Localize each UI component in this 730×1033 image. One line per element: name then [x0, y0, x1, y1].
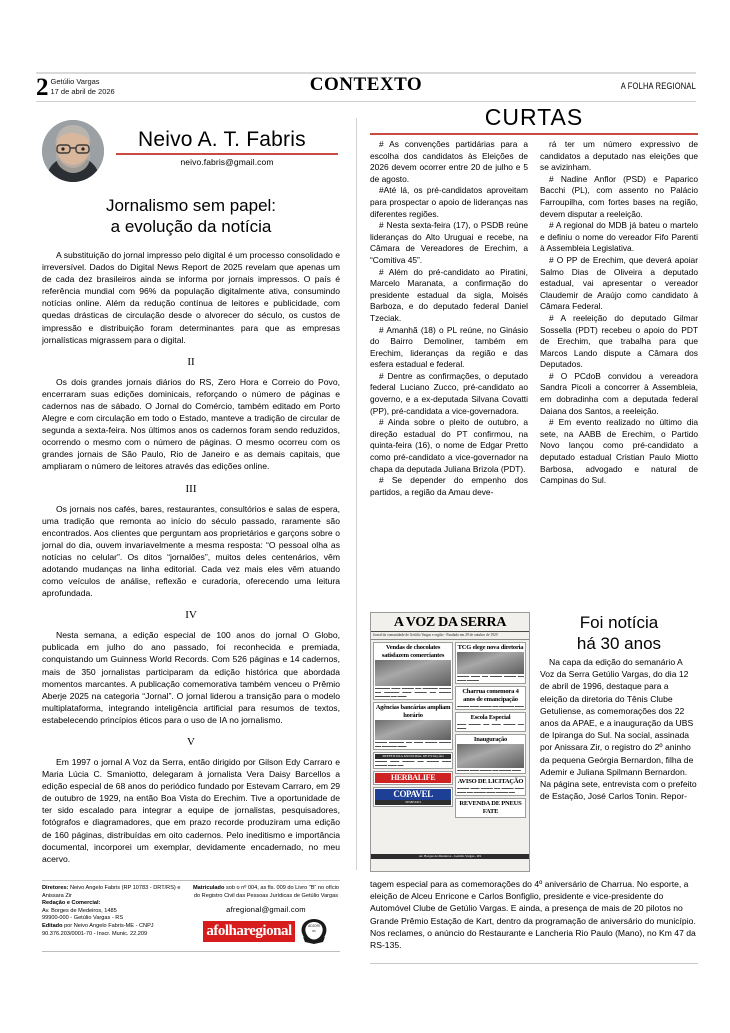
curtas-item: # Ainda sobre o pleito de outubro, a direção estadual do PT confirmou, na quinta-feira (16), o nome de Edgar Pretto como pré-candidato a vice-governador na chapa da deputada Juliana Brizola (PDT).: [370, 417, 528, 474]
colophon-registry-label: Matriculado: [192, 885, 225, 891]
article-paragraph: A substituição do jornal impresso pelo digital é um processo consolidado e irreversível. Dados do Digital News Report de 2025 revelam que apenas um de cada dez brasileiros ainda se informa por jornais impressos. O país é referência mundial com 96% da população digitalmente ativa, consumindo notícias online. Além da redução contínua de leitores e publicidade, com quedas drásticas de circulação desde o alvorecer do século, os custos de impressão e distribuição foram determinantes para que as empresas jornalísticas migrassem para o digital.: [42, 250, 340, 345]
colophon-imprint: [42, 885, 192, 951]
colophon-email: afregional@gmail.com: [226, 905, 306, 915]
colophon-editor-label: Editado: [42, 922, 63, 929]
author-email: neivo.fabris@gmail.com: [180, 156, 274, 167]
clipping-block-c-title: PREFEITURA MUNICIPAL DE ESTAÇÃO: [375, 754, 451, 759]
article-paragraph: Em 1997 o jornal A Voz da Serra, então dirigido por Gilson Edy Carraro e Maria Lúcia C. Smaniotto, delegaram à jornalista Vera Daisy Barcellos a edição especial de 68 anos do periódico fundado por Estevam Carraro, em 29 de outubro de 1929, na então Boa Vista do Erechim. Tive a oportunidade de ter sido escalado para integrar a equipe de jornalistas, pesquisadores, fotógrafos e diagramadores, que em prazo recorde produziram uma edição de 160 páginas, distribuídas em oito cadernos. Pelo ineditismo e importância documental, incorporei um exemplar, devidamente encadernado, no meu acervo.: [42, 757, 340, 864]
article-body: [42, 249, 340, 865]
curtas-item: #Até lá, os pré-candidatos aproveitam para prospectar o apoio de lideranças nas diferentes regiões.: [370, 185, 528, 219]
foi-noticia-title-line-2: há 30 anos: [576, 634, 662, 653]
foi-noticia-paragraph: Na capa da edição do semanário A Voz da Serra Getúlio Vargas, do dia 12 de abril de 1996, destaque para a eleição da diretoria do Tênis Clube Getuliense, as comemorações dos 22 anos da APAE, e a inauguração da UBS de Ipiranga do Sul. Na social, assinada por Anissara Zir, o registro do 2º aninho da pequena Geórgia Bernardon, filha de Ademir e Juliana Spilmann Bernardon. Na página sete, entrevista com o prefeito de Estação, José Carlos Tonin. Repor-: [540, 657, 697, 802]
colophon-registry: [192, 885, 340, 951]
curtas-column-right: [540, 139, 698, 487]
colophon-cnpj: 90.376.203/0001-70 - Inscr. Munic. 22.209: [42, 930, 148, 937]
colophon-editor-text: por Neivo Angelo Fabris-ME - CNPJ: [62, 922, 154, 929]
colophon-editor: [42, 923, 192, 931]
headline-line-1: Jornalismo sem papel:: [105, 196, 277, 215]
colophon-registry-text: [192, 885, 340, 900]
clipping-masthead: A VOZ DA SERRA: [371, 613, 529, 632]
clipping-ad-tires: [455, 798, 526, 818]
paper-logo-part1: afolha: [206, 922, 244, 939]
curtas-item: # O PCdoB convidou a vereadora Sandra Picoli a concorrer à Assembleia, em dobradinha com a deputada federal Daiana dos Santos, a reeleição.: [540, 370, 698, 416]
clipping-block-b-title: Charrua comemora 4 anos de emancipação: [462, 688, 519, 703]
clipping-inauguration-story: [455, 734, 526, 774]
clipping-text-lines: ▬▬▬▬▬ ▬▬▬ ▬▬▬▬ ▬▬ ▬▬▬▬▬ ▬▬▬▬ ▬▬ ▬▬▬▬▬ ▬▬▬ ▬▬▬▬ ▬▬ ▬▬▬▬ ▬▬▬▬▬ ▬▬ ▬▬▬: [375, 686, 452, 698]
author-byline: [42, 120, 340, 186]
curtas-item: # Dentre as confirmações, o deputado federal Luciano Zucco, pré-candidato ao governo, e a ex-deputada Silvana Covatti (PP), pré-candidata a vice-governadora.: [370, 370, 528, 416]
colophon-directors-label: Diretores:: [42, 885, 69, 891]
column-divider: [356, 118, 357, 870]
folio-date: 17 de abril de 2026: [50, 87, 115, 96]
section-numeral: IV: [185, 609, 197, 622]
section-title: CONTEXTO: [309, 74, 423, 95]
clipping-block-a-title: Agências bancárias ampliam horário: [375, 704, 451, 719]
paper-logo-part2: regional: [243, 922, 292, 939]
curtas-item: # Nadine Anflor (PSD) e Paparico Bacchi (PL), com assento no Palácio Farroupilha, com fortes bases na região, devem disputar a reeleição.: [540, 173, 698, 219]
archive-front-page-clipping: [370, 612, 530, 872]
clipping-column-a: [373, 642, 453, 852]
clipping-footer-bar: Av. Borges de Medeiros - Getúlio Vargas - RS: [371, 854, 529, 859]
clipping-ad-blue-label: COPAVEL: [375, 789, 451, 800]
colophon-registry-body: sob o nº 004, as fls. 009 do Livro “B” no ofício do Registro Civil das Pessoas Jurídicas de Getúlio Vargas: [193, 885, 339, 899]
svg-text:RS: RS: [311, 930, 316, 934]
curtas-item: # A reeleição do deputado Gilmar Sossella (PDT) recebeu o apoio do PDT de Erechim, que trabalha para que Marcos Lando dispute a Câmara dos Deputados.: [540, 312, 698, 370]
clipping-tcg-story: [455, 642, 526, 684]
clipping-text-lines: ▬▬▬▬ ▬▬▬ ▬▬ ▬▬▬▬ ▬▬▬▬ ▬▬ ▬▬▬ ▬▬▬▬: [457, 674, 524, 682]
author-name: Neivo A. T. Fabris: [138, 128, 306, 151]
foi-noticia-title-line-1: Foi notícia: [579, 613, 659, 632]
clipping-school-story: [455, 712, 526, 732]
byline-text: [116, 128, 338, 167]
colophon-newsroom-label: [42, 900, 192, 908]
article-paragraph: Nesta semana, a edição especial de 100 anos do jornal O Globo, publicada em julho do ano passado, foi reconhecida e premiada, conquistando um Guinness World Records. Com 526 páginas e 14 cadernos, mais de 350 jornalistas participaram da edição histórica que abordada momentos marcantes. A publicação comemorativa também venceu o Prêmio Aberje 2025 na categoria “Jornal”. O jornal liderou a transição para o modelo multiplataforma, integrando inteligência artificial para resumos de textos, estabelecendo princípios éticos para o uso de IA no jornalismo.: [42, 630, 340, 725]
clipping-column-b: [455, 642, 526, 852]
clipping-ad-red-label: HERBALIFE: [375, 773, 451, 783]
clipping-photo: [457, 744, 524, 768]
paper-name: A FOLHA REGIONAL: [620, 80, 696, 92]
clipping-photo: [375, 720, 451, 740]
curtas-column-left: [370, 139, 528, 498]
clipping-grid: [371, 640, 529, 854]
clipping-block-e-title: Inauguração: [473, 736, 508, 743]
page-number: 2: [36, 74, 48, 101]
curtas-item: # O PP de Erechim, que deverá apoiar Salmo Dias de Oliveira a deputado estadual, vai apresentar o vereador Claudemir de Araújo como candidato à Câmara Federal.: [540, 254, 698, 312]
article-paragraph: Os dois grandes jornais diários do RS, Zero Hora e Correio do Povo, encerraram suas edições dominicais, reforçando o número de páginas e cadernos nas de sábado. O Jornal do Comércio, também editado em Porto Alegre e com circulação em todo o Estado, manteve a tradição de circular de segunda a sexta-feira. Nos últimos anos os cadernos foram sendo reduzidos, ocorrendo o mesmo com o número de páginas. O mesmo ocorreu com os grandes jornais de São Paulo, Rio de Janeiro e as demais capitais, que ampliaram o número de leitores através das edições online.: [42, 376, 340, 472]
curtas-title: CURTAS: [484, 104, 584, 130]
colophon: [42, 880, 340, 952]
article-paragraph: Os jornais nos cafés, bares, restaurantes, consultórios e salas de espera, uma tradição que remonta ao início do século passado, raramente são encontrados. Aos clientes que perguntam aos proprietários e garçons sobre o jornal do dia, ouvem invariavelmente a mesma resposta: “O pessoal olha as notícias no celular”. Os ditos “jornalões”, muitos deles centenários, vêm adotando mudanças na linha editorial. Cada vez mais eles vêm atuando como veículos de análise, reflexão e curadoria, oferecendo uma leitura aprofundada.: [42, 503, 340, 599]
clipping-notice-title: AVISO DE LICITAÇÃO: [457, 778, 524, 785]
colophon-directors-text: Neivo Angelo Fabris (RP 10783 - DRT/RS) e Anissara Zir: [42, 885, 181, 899]
page-bottom-rule: [370, 963, 698, 964]
association-seal-icon: [299, 918, 329, 944]
clipping-photo: [375, 660, 451, 686]
curtas-item: # Amanhã (18) o PL reúne, no Ginásio do Bairro Demoliner, também em Erechim, lideranças da região e das esfera estadual e federal.: [370, 324, 528, 370]
curtas-item: # A regional do MDB já bateu o martelo e definiu o nome do vereador Fifo Parenti à Assembleia Legislativa.: [540, 220, 698, 254]
curtas-item: # Se depender do empenho dos partidos, a região da Amau deve-: [370, 475, 528, 497]
clipping-text-lines: ▬▬▬▬ ▬▬▬ ▬▬▬▬ ▬▬ ▬▬▬▬ ▬▬▬: [457, 768, 521, 772]
colophon-address-1: Av. Borges de Medeiros, 1485: [42, 907, 117, 914]
foi-noticia-paragraph: tagem especial para as comemorações do 4º aniversário de Charrua. No esporte, a eleição de Alceu Enricone e Carlos Bonfiglio, presidente e vice-presidente do Automóvel Clube de Getúlio Vargas. E ainda, a presença de mais de 20 pilotos no Grande Prêmio Estação de Kart, dentro da programação de aniversário do município. Nos reclames, o anúncio do Restaurante e Lancheria Rio Paulo (Mano), no Km 47 da RS-135.: [370, 879, 696, 951]
clipping-headline-right: TCG elege nova diretoria: [457, 644, 524, 651]
clipping-text-lines: ▬▬▬ ▬▬▬▬ ▬▬ ▬▬▬ ▬▬▬▬ ▬▬ ▬▬▬: [457, 722, 524, 730]
clipping-text-lines: ▬▬▬▬ ▬▬▬ ▬▬▬▬ ▬▬ ▬▬▬▬ ▬▬▬ ▬▬▬▬ ▬▬▬ ▬▬: [375, 759, 452, 767]
folio-city: Getúlio Vargas: [50, 77, 100, 86]
curtas-item: # Nesta sexta-feira (17), o PSDB reúne lideranças do Alto Uruguai e recebe, na Câmara de Vereadores de Erechim, a “Comitiva 45”.: [370, 220, 528, 265]
colophon-logo-row: [192, 918, 340, 944]
headline-line-2: a evolução da notícia: [110, 217, 272, 236]
clipping-photo: [457, 652, 524, 674]
masthead-rule-bottom: [36, 101, 696, 102]
clipping-ad-bottom-label: SEMEATO: [375, 800, 451, 805]
article-headline: [42, 195, 340, 237]
clipping-ad-side1: REVENDA DE PNEUS: [459, 800, 522, 807]
clipping-block-d-title: Escola Especial: [470, 714, 511, 721]
curtas-item: rá ter um número expressivo de candidatos a deputado nas eleições que se avizinham.: [540, 139, 698, 173]
opinion-column: [42, 120, 340, 865]
clipping-headline-left: Vendas de chocolates satisfazem comerciantes: [381, 644, 445, 659]
clipping-ad-herbalife: [373, 771, 453, 785]
clipping-ad-copavel: [373, 787, 453, 807]
section-numeral: II: [187, 355, 195, 368]
clipping-secondary-story: [373, 702, 453, 750]
clipping-tender-notice: [455, 776, 526, 796]
page-masthead: [36, 72, 696, 102]
clipping-charrua-story: [455, 686, 526, 710]
author-accent-rule: [116, 153, 338, 155]
curtas-accent-rule: [370, 133, 698, 135]
clipping-text-lines: ▬▬▬▬ ▬▬▬ ▬▬▬▬ ▬▬ ▬▬▬▬▬ ▬▬▬: [457, 704, 524, 708]
colophon-address-2: 99900-000 - Getúlio Vargas - RS: [42, 915, 124, 922]
colophon-directors: [42, 885, 192, 900]
foi-noticia-body-bottom: [370, 878, 698, 951]
section-numeral: III: [185, 482, 197, 495]
avatar: [42, 120, 104, 182]
colophon-newsroom-label-text: Redação e Comercial:: [42, 900, 101, 907]
foi-noticia-title: [540, 612, 698, 654]
foi-noticia-body-top: [540, 656, 698, 802]
clipping-municipal-notice: [373, 752, 453, 769]
clipping-lead-story: [373, 642, 453, 700]
section-numeral: V: [187, 736, 195, 748]
curtas-item: # Além do pré-candidato ao Piratini, Marcelo Maranata, a confirmação do presidente estadual da sigla, Moisés Barboza, e do deputado federal Daniel Tzeciak.: [370, 266, 528, 323]
clipping-subhead: Jornal da comunidade de Getúlio Vargas e região - Fundado em 29 de outubro de 1929: [371, 632, 529, 640]
clipping-ad-side2: FATE: [482, 808, 499, 815]
author-portrait-icon: [42, 120, 104, 182]
clipping-text-lines: ▬▬▬▬ ▬▬▬ ▬▬▬▬ ▬▬ ▬▬▬▬ ▬▬▬ ▬▬▬ ▬▬ ▬▬▬▬ ▬▬▬ ▬▬▬▬ ▬▬: [457, 786, 524, 794]
svg-text:ADJORI: ADJORI: [307, 924, 320, 929]
paper-logo: [203, 921, 294, 942]
clipping-text-lines: ▬▬▬▬ ▬▬▬▬▬ ▬▬ ▬▬▬ ▬▬▬▬ ▬▬▬▬ ▬▬ ▬▬▬▬▬ ▬▬▬: [375, 740, 452, 748]
curtas-item: # As convenções partidárias para a escolha dos candidatos às Eleições de 2026 devem ocorrer entre 20 de julho e 5 de agosto.: [370, 139, 528, 184]
curtas-item: # Em evento realizado no último dia sete, na AABB de Erechim, o Partido Novo lançou como pré-candidato a deputado estadual Cristian Paulo Miotto Barbosa, advogado e natural de Campinas do Sul.: [540, 417, 698, 486]
